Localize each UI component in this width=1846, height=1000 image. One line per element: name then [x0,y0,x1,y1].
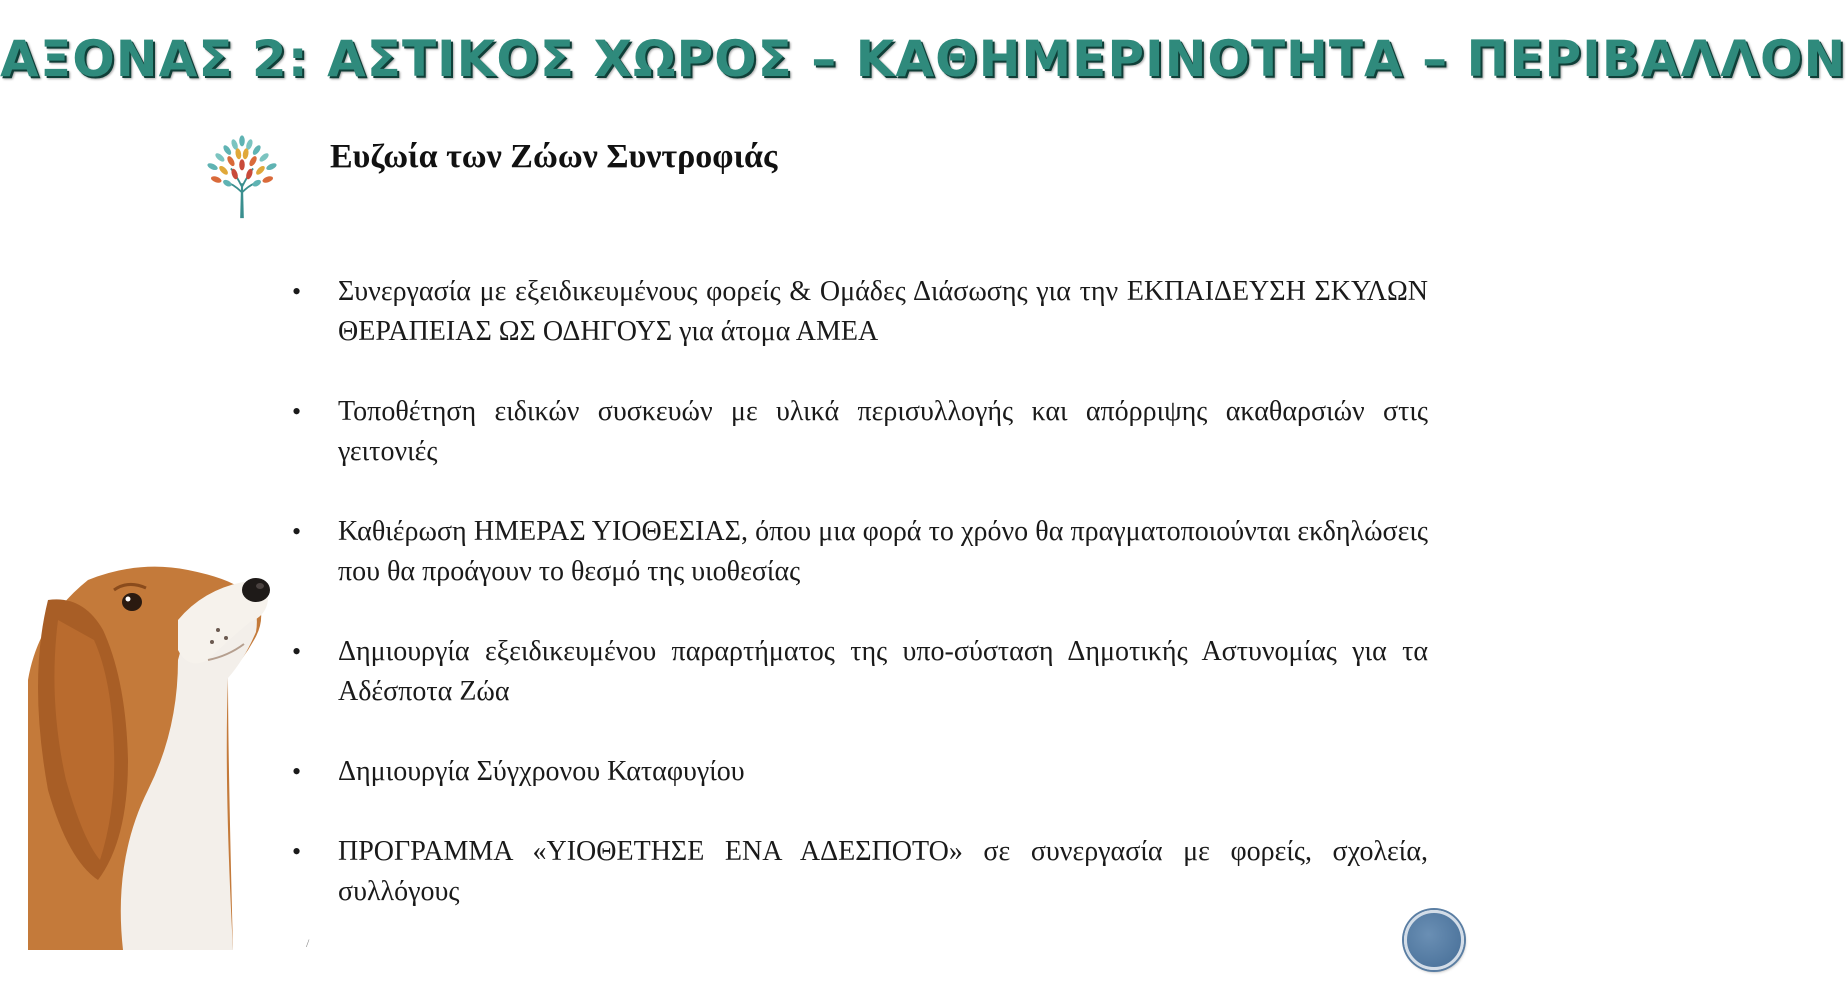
bullet-text: Δημιουργία Σύγχρονου Καταφυγίου [338,756,745,787]
bullet-text: Τοποθέτηση ειδικών συσκευών με υλικά περισυλλογής και απόρριψης ακαθαρσιών στις γειτονιές [338,396,1428,467]
bullet-marker: • [292,837,302,866]
bullet-text: Δημιουργία εξειδικευμένου παραρτήματος της υπο-σύσταση Δημοτικής Αστυνομίας για τα Αδέσποτα Ζώα [338,636,1428,707]
bullet-marker: • [292,517,302,546]
list-item [286,392,1428,472]
bullet-list [286,272,1428,912]
beagle-dog-image [28,560,278,950]
list-item [286,632,1428,712]
list-item [286,512,1428,592]
bullet-text: Καθιέρωση ΗΜΕΡΑΣ ΥΙΟΘΕΣΙΑΣ, όπου μια φορά το χρόνο θα πραγματοποιούνται εκδηλώσεις που θα προάγουν το θεσμό της υιοθεσίας [338,516,1428,587]
page-badge [1404,910,1464,970]
bullet-marker: • [292,397,302,426]
slide-title: ΑΞΟΝΑΣ 2: ΑΣΤΙΚΟΣ ΧΩΡΟΣ – ΚΑΘΗΜΕΡΙΝΟΤΗΤΑ – ΠΕΡΙΒΑΛΛΟΝ [0,30,1846,88]
bullet-text: ΠΡΟΓΡΑΜΜΑ «ΥΙΟΘΕΤΗΣΕ ΕΝΑ ΑΔΕΣΠΟΤΟ» σε συνεργασία με φορείς, σχολεία, συλλόγους [338,836,1428,907]
list-item [286,752,1428,792]
bullet-marker: • [292,637,302,666]
section-subtitle: Ευζωία των Ζώων Συντροφιάς [330,138,778,175]
bullet-marker: • [292,757,302,786]
bullet-text: Συνεργασία με εξειδικευμένους φορείς & Ομάδες Διάσωσης για την ΕΚΠΑΙΔΕΥΣΗ ΣΚΥΛΩΝ ΘΕΡΑΠΕΙΑΣ ΩΣ ΟΔΗΓΟΥΣ για άτομα ΑΜΕΑ [338,276,1428,347]
tree-icon [196,128,288,220]
list-item [286,832,1428,912]
list-item [286,272,1428,352]
small-mark: / [306,936,310,950]
bullet-marker: • [292,277,302,306]
